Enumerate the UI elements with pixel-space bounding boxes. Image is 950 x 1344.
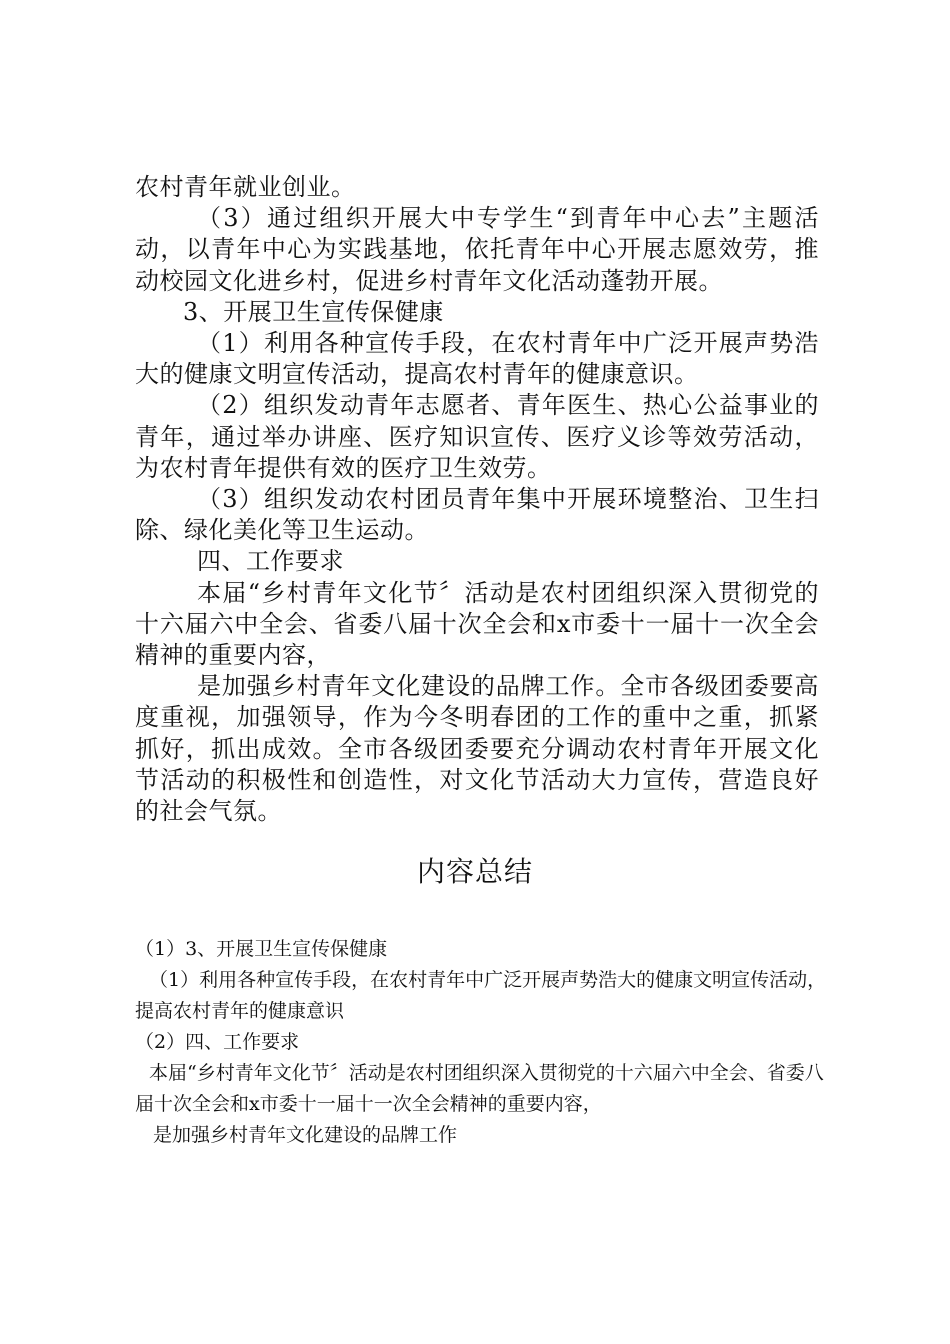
summary-item: （1）3、开展卫生宣传保健康	[135, 938, 388, 960]
section-heading: 四、工作要求	[197, 547, 344, 576]
summary-section	[135, 934, 835, 1151]
section-heading: 3、开展卫生宣传保健康	[183, 297, 444, 326]
summary-item: （1）利用各种宣传手段，在农村青年中广泛开展声势浩大的健康文明宣传活动，提高农村青年的健康意识	[135, 969, 827, 1022]
summary-item: 是加强乡村青年文化建设的品牌工作	[153, 1124, 458, 1146]
paragraph: （1）利用各种宣传手段，在农村青年中广泛开展声势浩大的健康文明宣传活动，提高农村青年的健康意识。	[135, 329, 819, 389]
summary-item: （2）四、工作要求	[135, 1031, 300, 1053]
summary-title: 内容总结	[416, 855, 533, 888]
paragraph: 是加强乡村青年文化建设的品牌工作。全市各级团委要高度重视，加强领导，作为今冬明春团的工作的重中之重，抓紧抓好，抓出成效。全市各级团委要充分调动农村青年开展文化节活动的积极性和创造性，对文化节活动大力宣传，营造良好的社会气氛。	[135, 672, 819, 826]
paragraph: （2）组织发动青年志愿者、青年医生、热心公益事业的青年，通过举办讲座、医疗知识宣传、医疗义诊等效劳活动，为农村青年提供有效的医疗卫生效劳。	[135, 391, 819, 482]
body-text	[135, 172, 819, 827]
paragraph: （3）组织发动农村团员青年集中开展环境整治、卫生扫除、绿化美化等卫生运动。	[135, 485, 819, 545]
paragraph: 本届“乡村青年文化节〞活动是农村团组织深入贯彻党的十六届六中全会、省委八届十次全会和x市委十一届十一次全会精神的重要内容，	[135, 578, 819, 670]
paragraph: 农村青年就业创业。	[135, 173, 356, 201]
paragraph: （3）通过组织开展大中专学生“到青年中心去”主题活动，以青年中心为实践基地，依托青年中心开展志愿效劳，推动校园文化进乡村，促进乡村青年文化活动蓬勃开展。	[135, 204, 819, 295]
summary-item: 本届“乡村青年文化节〞活动是农村团组织深入贯彻党的十六届六中全会、省委八届十次全会和x市委十一届十一次全会精神的重要内容，	[135, 1062, 824, 1115]
